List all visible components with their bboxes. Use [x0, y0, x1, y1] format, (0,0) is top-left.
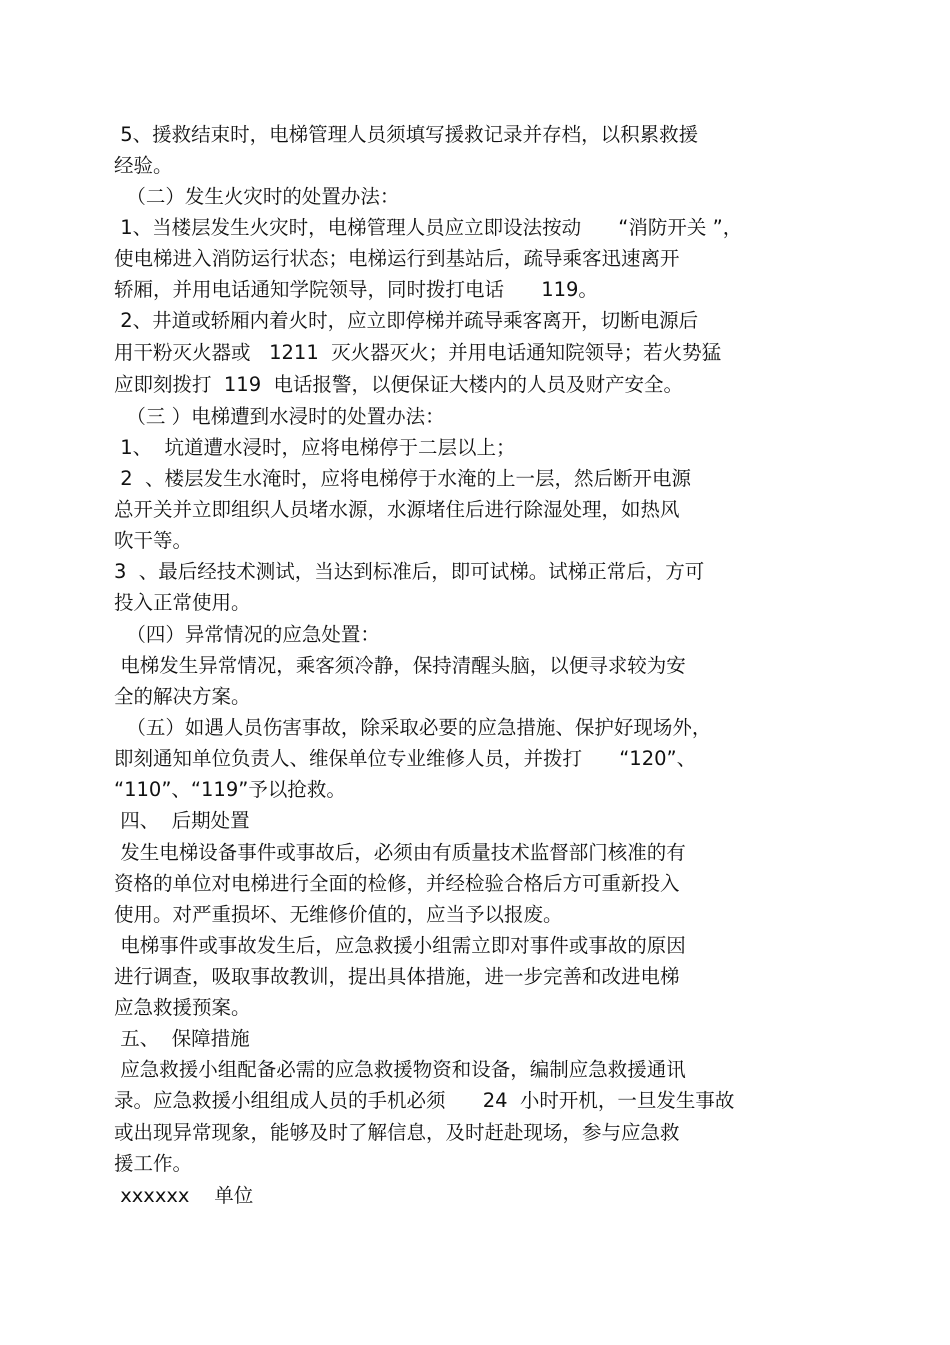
- paragraph-line: 应即刻拨打 119 电话报警，以便保证大楼内的人员及财产安全。: [114, 373, 684, 396]
- paragraph-line: （五）如遇人员伤害事故，除采取必要的应急措施、保护好现场外，: [114, 716, 712, 739]
- paragraph-line: 电梯发生异常情况，乘客须冷静，保持清醒头脑，以便寻求较为安: [114, 654, 686, 677]
- paragraph-line: 总开关并立即组织人员堵水源，水源堵住后进行除湿处理，如热风: [114, 498, 680, 521]
- paragraph-line: 进行调查，吸取事故教训，提出具体措施，进一步完善和改进电梯: [114, 965, 680, 988]
- paragraph-line: 吹干等。: [114, 529, 193, 552]
- paragraph-line: 发生电梯设备事件或事故后，必须由有质量技术监督部门核准的有: [114, 841, 686, 864]
- paragraph-line: 应急救援预案。: [114, 996, 251, 1019]
- paragraph-line: 轿厢，并用电话通知学院领导，同时拨打电话 119。: [114, 278, 598, 301]
- paragraph-line: 2、井道或轿厢内着火时，应立即停梯并疏导乘客离开，切断电源后: [114, 309, 699, 332]
- paragraph-line: 3 、最后经技术测试，当达到标准后，即可试梯。试梯正常后，方可: [114, 560, 705, 583]
- paragraph-line: 全的解决方案。: [114, 685, 251, 708]
- paragraph-line: 应急救援小组配备必需的应急救援物资和设备，编制应急救援通讯: [114, 1058, 686, 1081]
- signature-unit: xxxxxx 单位: [114, 1184, 254, 1207]
- paragraph-line: 即刻通知单位负责人、维保单位专业维修人员，并拨打 “120”、: [114, 747, 697, 770]
- section-heading: （四）异常情况的应急处置：: [114, 623, 380, 646]
- section-heading: 四、 后期处置: [114, 809, 250, 832]
- paragraph-line: 5、援救结束时，电梯管理人员须填写援救记录并存档，以积累救援: [114, 123, 699, 146]
- paragraph-line: 或出现异常现象，能够及时了解信息，及时赶赴现场，参与应急救: [114, 1121, 680, 1144]
- paragraph-line: 使电梯进入消防运行状态；电梯运行到基站后，疏导乘客迅速离开: [114, 247, 680, 270]
- paragraph-line: 电梯事件或事故发生后，应急救援小组需立即对事件或事故的原因: [114, 934, 686, 957]
- section-heading: （三 ）电梯遭到水浸时的处置办法：: [114, 405, 445, 428]
- paragraph-line: 经验。: [114, 154, 173, 177]
- paragraph-line: 资格的单位对电梯进行全面的检修，并经检验合格后方可重新投入: [114, 872, 680, 895]
- section-heading: 五、 保障措施: [114, 1027, 250, 1050]
- paragraph-line: 录。应急救援小组组成人员的手机必须 24 小时开机，一旦发生事故: [114, 1089, 735, 1112]
- paragraph-line: 投入正常使用。: [114, 591, 251, 614]
- paragraph-line: 1、当楼层发生火灾时，电梯管理人员应立即设法按动 “消防开关 ”，: [114, 216, 743, 239]
- paragraph-line: 用干粉灭火器或 1211 灭火器灭火；并用电话通知院领导；若火势猛: [114, 341, 722, 364]
- paragraph-line: 援工作。: [114, 1152, 193, 1175]
- paragraph-line: 1、 坑道遭水浸时，应将电梯停于二层以上；: [114, 436, 516, 459]
- paragraph-line: 使用。对严重损坏、无维修价值的，应当予以报废。: [114, 903, 563, 926]
- paragraph-line: 2 、楼层发生水淹时，应将电梯停于水淹的上一层，然后断开电源: [114, 467, 692, 490]
- paragraph-line: “110”、“119”予以抢救。: [114, 778, 346, 801]
- section-heading: （二）发生火灾时的处置办法：: [114, 185, 400, 208]
